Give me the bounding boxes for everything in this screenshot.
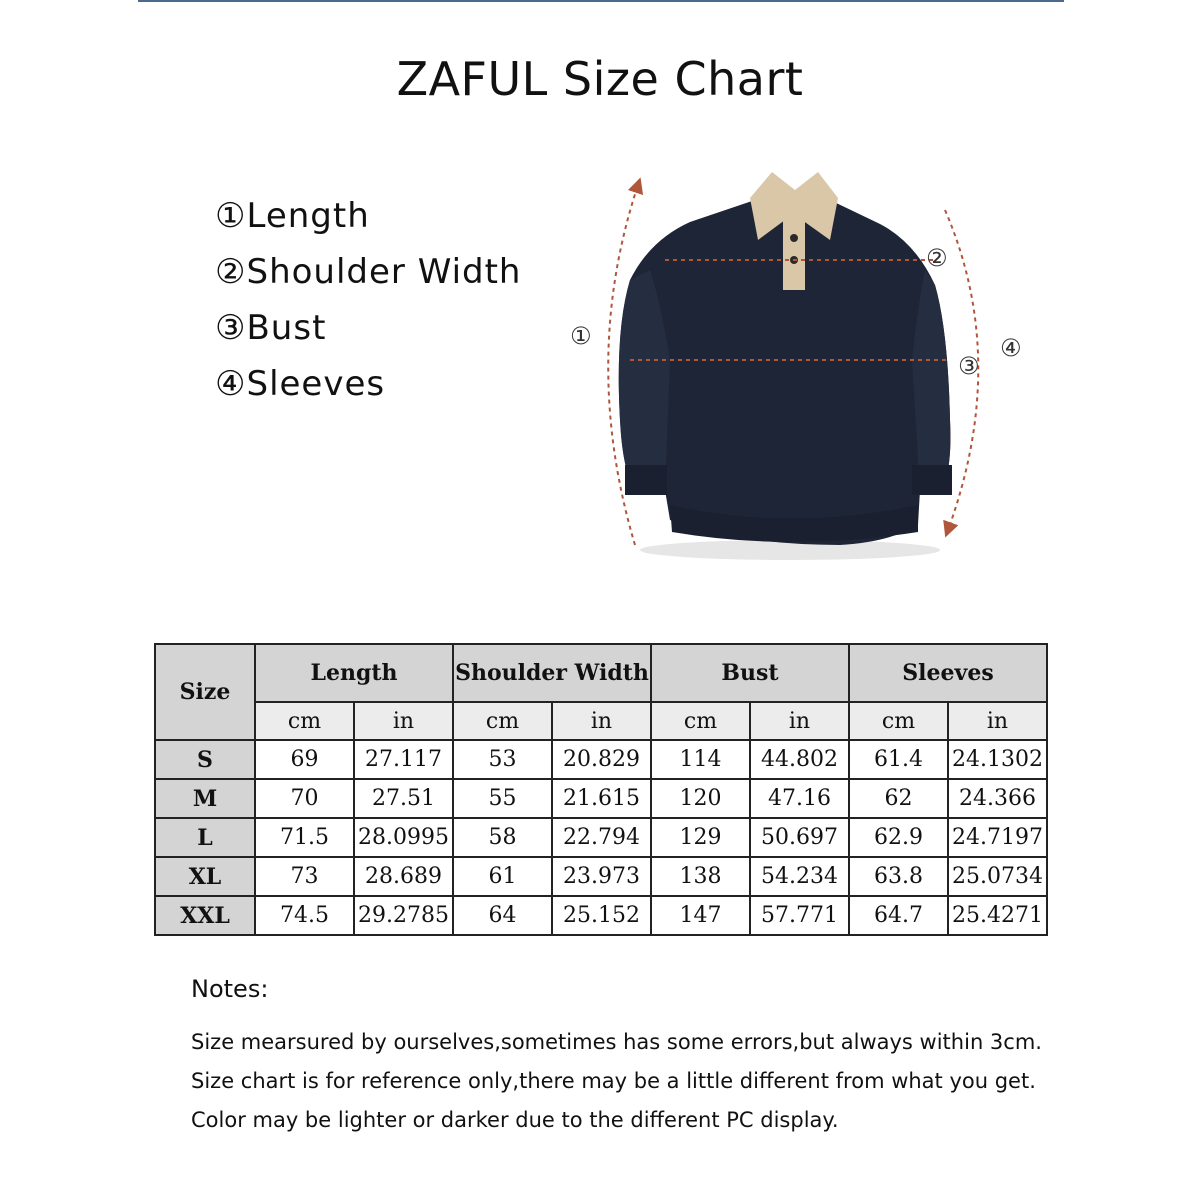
note-line: Color may be lighter or darker due to the different PC display. xyxy=(191,1108,839,1132)
marker-shoulder: ② xyxy=(926,244,948,272)
table-cell: 25.4271 xyxy=(948,896,1047,935)
group-header-sleeves: Sleeves xyxy=(849,644,1047,702)
table-cell: 120 xyxy=(651,779,750,818)
legend-item-shoulder-width xyxy=(215,249,521,305)
group-header-bust: Bust xyxy=(651,644,849,702)
table-cell: 63.8 xyxy=(849,857,948,896)
table-cell: 22.794 xyxy=(552,818,651,857)
table-cell: 57.771 xyxy=(750,896,849,935)
legend-number: ③ xyxy=(215,308,247,348)
table-cell: 70 xyxy=(255,779,354,818)
left-cuff xyxy=(625,465,667,495)
table-cell: 20.829 xyxy=(552,740,651,779)
table-cell: 114 xyxy=(651,740,750,779)
table-row xyxy=(155,857,1047,896)
table-cell: 62 xyxy=(849,779,948,818)
table-cell: 29.2785 xyxy=(354,896,453,935)
table-cell: 55 xyxy=(453,779,552,818)
table-cell: 23.973 xyxy=(552,857,651,896)
legend-number: ④ xyxy=(215,364,247,404)
table-cell: 71.5 xyxy=(255,818,354,857)
legend-label: Sleeves xyxy=(246,364,386,404)
table-cell: 25.0734 xyxy=(948,857,1047,896)
notes-title: Notes: xyxy=(191,975,269,1003)
garment-placket xyxy=(783,220,805,290)
table-cell: 47.16 xyxy=(750,779,849,818)
table-cell: 50.697 xyxy=(750,818,849,857)
table-row xyxy=(155,818,1047,857)
table-row xyxy=(155,896,1047,935)
unit-header: in xyxy=(552,702,651,740)
size-label: XXL xyxy=(155,896,255,935)
unit-header: cm xyxy=(255,702,354,740)
legend-label: Bust xyxy=(246,308,327,348)
table-cell: 74.5 xyxy=(255,896,354,935)
measurement-legend xyxy=(215,193,521,417)
marker-length: ① xyxy=(570,322,592,350)
legend-number: ② xyxy=(215,252,247,292)
sweatshirt-illustration xyxy=(540,160,1040,580)
table-cell: 21.615 xyxy=(552,779,651,818)
table-cell: 73 xyxy=(255,857,354,896)
legend-number: ① xyxy=(215,196,247,236)
note-line: Size mearsured by ourselves,sometimes has some errors,but always within 3cm. xyxy=(191,1030,1042,1054)
table-row xyxy=(155,740,1047,779)
size-header: Size xyxy=(155,644,255,740)
right-cuff xyxy=(912,465,952,495)
size-label: M xyxy=(155,779,255,818)
table-cell: 24.366 xyxy=(948,779,1047,818)
size-label: L xyxy=(155,818,255,857)
table-cell: 27.51 xyxy=(354,779,453,818)
notes-section xyxy=(191,975,1042,1140)
table-cell: 24.1302 xyxy=(948,740,1047,779)
top-divider xyxy=(138,0,1064,2)
table-cell: 44.802 xyxy=(750,740,849,779)
table-row xyxy=(155,779,1047,818)
table-cell: 138 xyxy=(651,857,750,896)
marker-bust: ③ xyxy=(958,352,980,380)
legend-item-sleeves xyxy=(215,361,521,417)
unit-header: in xyxy=(948,702,1047,740)
note-line: Size chart is for reference only,there may be a little different from what you get. xyxy=(191,1069,1036,1093)
size-label: XL xyxy=(155,857,255,896)
table-cell: 53 xyxy=(453,740,552,779)
table-cell: 61 xyxy=(453,857,552,896)
table-cell: 25.152 xyxy=(552,896,651,935)
legend-item-bust xyxy=(215,305,521,361)
table-cell: 64.7 xyxy=(849,896,948,935)
page-title: ZAFUL Size Chart xyxy=(396,52,804,106)
group-header-length: Length xyxy=(255,644,453,702)
table-cell: 61.4 xyxy=(849,740,948,779)
table-cell: 28.0995 xyxy=(354,818,453,857)
table-cell: 147 xyxy=(651,896,750,935)
marker-sleeves: ④ xyxy=(1000,334,1022,362)
unit-header: in xyxy=(750,702,849,740)
table-cell: 64 xyxy=(453,896,552,935)
legend-item-length xyxy=(215,193,521,249)
legend-label: Length xyxy=(246,196,370,236)
table-cell: 27.117 xyxy=(354,740,453,779)
unit-header: cm xyxy=(453,702,552,740)
size-table xyxy=(154,643,1048,936)
unit-header: cm xyxy=(651,702,750,740)
group-header-shoulder-width: Shoulder Width xyxy=(453,644,651,702)
size-label: S xyxy=(155,740,255,779)
table-cell: 54.234 xyxy=(750,857,849,896)
table-cell: 62.9 xyxy=(849,818,948,857)
button-top xyxy=(790,234,798,242)
table-cell: 129 xyxy=(651,818,750,857)
unit-header: in xyxy=(354,702,453,740)
table-cell: 24.7197 xyxy=(948,818,1047,857)
table-cell: 28.689 xyxy=(354,857,453,896)
table-cell: 69 xyxy=(255,740,354,779)
legend-label: Shoulder Width xyxy=(246,252,522,292)
table-cell: 58 xyxy=(453,818,552,857)
unit-header: cm xyxy=(849,702,948,740)
